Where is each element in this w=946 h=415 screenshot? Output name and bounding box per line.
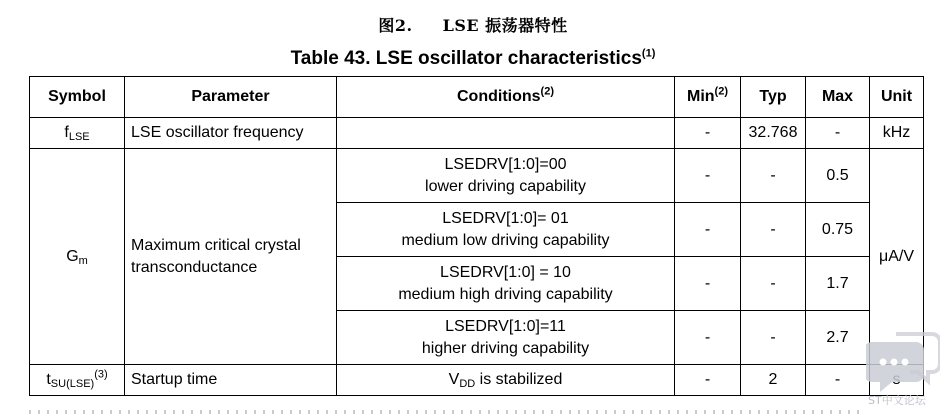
header-unit: Unit <box>870 77 924 118</box>
condition-rest: is stabilized <box>475 371 563 388</box>
condition-line: LSEDRV[1:0]=11 <box>445 317 566 335</box>
parameter-line: Maximum critical crystal <box>131 236 301 254</box>
header-parameter: Parameter <box>125 77 337 118</box>
min-cell: - <box>675 203 741 257</box>
typ-cell: - <box>741 203 806 257</box>
figure-number: 图2. <box>378 16 413 35</box>
typ-cell: - <box>741 257 806 311</box>
condition-cell <box>337 118 675 149</box>
symbol-cell <box>30 149 125 365</box>
parameter-cell: LSE oscillator frequency <box>125 118 337 149</box>
unit-cell: μA/V <box>870 149 924 365</box>
watermark-text: ST中文论坛 <box>868 394 926 407</box>
table-row <box>30 118 924 149</box>
symbol-main: t <box>46 371 51 388</box>
condition-line: lower driving capability <box>425 177 586 195</box>
typ-cell: 32.768 <box>741 118 806 149</box>
min-cell: - <box>675 365 741 396</box>
min-cell: - <box>675 149 741 203</box>
symbol-sub: SU(LSE) <box>50 378 95 390</box>
typ-cell: - <box>741 311 806 365</box>
table-row <box>30 365 924 396</box>
condition-cell <box>337 203 675 257</box>
condition-sub: DD <box>459 378 476 390</box>
parameter-cell <box>125 149 337 365</box>
symbol-main: f <box>64 124 69 141</box>
header-max: Max <box>806 77 870 118</box>
condition-cell <box>337 149 675 203</box>
min-cell: - <box>675 118 741 149</box>
header-min-label: Min <box>687 88 715 105</box>
condition-cell <box>337 311 675 365</box>
table-title-note: (1) <box>641 47 656 60</box>
parameter-line: transconductance <box>131 258 258 276</box>
max-cell: 0.75 <box>806 203 870 257</box>
unit-cell: kHz <box>870 118 924 149</box>
table-title <box>0 48 946 70</box>
max-cell: - <box>806 118 870 149</box>
header-conditions <box>337 77 675 118</box>
condition-line: higher driving capability <box>421 339 590 357</box>
min-cell: - <box>675 257 741 311</box>
header-conditions-note: (2) <box>540 85 554 98</box>
header-row <box>30 77 924 118</box>
header-min-note: (2) <box>714 85 728 98</box>
max-cell: 1.7 <box>806 257 870 311</box>
header-symbol: Symbol <box>30 77 125 118</box>
condition-line: LSEDRV[1:0]= 01 <box>442 209 569 227</box>
table-title-text: Table 43. LSE oscillator characteristics <box>290 48 642 69</box>
table-row <box>30 149 924 203</box>
lse-characteristics-table <box>29 76 924 396</box>
condition-line: LSEDRV[1:0] = 10 <box>440 263 571 281</box>
symbol-cell <box>30 365 125 396</box>
header-conditions-label: Conditions <box>457 88 541 105</box>
condition-main: V <box>448 371 460 388</box>
header-typ: Typ <box>741 77 806 118</box>
condition-line: LSEDRV[1:0]=00 <box>444 155 567 173</box>
condition-cell <box>337 257 675 311</box>
faded-text-line <box>29 410 859 414</box>
figure-caption <box>0 13 946 36</box>
condition-line: medium low driving capability <box>401 231 610 249</box>
typ-cell: - <box>741 149 806 203</box>
symbol-main: G <box>66 247 79 265</box>
typ-cell: 2 <box>741 365 806 396</box>
symbol-note: (3) <box>94 368 108 381</box>
figure-caption-text: LSE 振荡器特性 <box>442 16 568 35</box>
condition-line: medium high driving capability <box>398 285 613 303</box>
symbol-sub: m <box>78 254 88 267</box>
max-cell: 2.7 <box>806 311 870 365</box>
parameter-cell: Startup time <box>125 365 337 396</box>
symbol-sub: LSE <box>68 131 90 143</box>
max-cell: 0.5 <box>806 149 870 203</box>
header-min <box>675 77 741 118</box>
max-cell: - <box>806 365 870 396</box>
condition-cell <box>337 365 675 396</box>
min-cell: - <box>675 311 741 365</box>
symbol-cell <box>30 118 125 149</box>
